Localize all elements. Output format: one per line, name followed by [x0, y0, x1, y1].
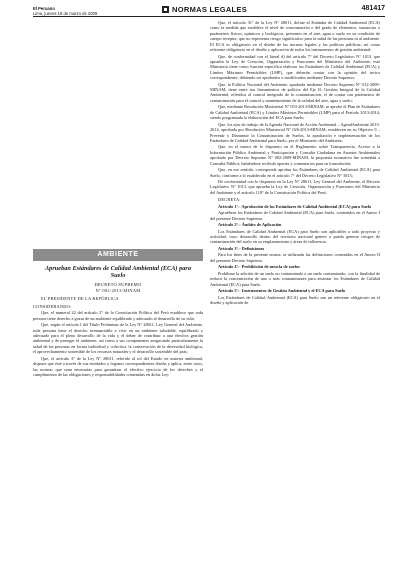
page-number: 481417: [361, 5, 385, 12]
paragraph: Que, el artículo 31° de la Ley N° 28611, define al Estándar de Calidad Ambiental (ECA) como la medida que establece el nivel de concentración o del grado de elementos, sustancias o parámetros físicos, químicos y biológicos, presentes en el aire, agua o suelo en su condición de cuerpo receptor, que no representa riesgo significativo para la salud de las personas ni al ambiente. El ECA es obligatorio en el diseño de las normas legales y las políticas públicas; así como referente obligatorio en el diseño y aplicación de todos los instrumentos de gestión ambiental;: [210, 20, 380, 53]
section-banner: AMBIENTE: [33, 249, 203, 261]
president-heading: EL PRESIDENTE DE LA REPÚBLICA: [41, 296, 119, 302]
decree-number: N° 002-2013-MINAM: [95, 288, 141, 293]
paragraph: Que, en ese sentido, corresponde aprobar los Estándares de Calidad Ambiental (ECA) para Suelo, conforme a lo establecido en el artículo 7° del Decreto Legislativo N° 1013;: [210, 167, 380, 178]
paragraph: Que, mediante Resolución Ministerial N° 053-2013-MINAM, se aprobó el Plan de Estándares de Calidad Ambiental (ECA) y Límites Máximos Permisibles (LMP) para el Período 2013-2014, siendo programada la elaboración del ECA para Suelo;: [210, 104, 380, 121]
decree-type: DECRETO SUPREMO: [94, 282, 142, 288]
header-publisher-block: [33, 6, 97, 16]
section-name: NORMAS LEGALES: [172, 5, 248, 14]
paragraph: Que, en el marco de lo dispuesto en el Reglamento sobre Transparencia, Acceso a la Información Pública Ambiental y Participación y Consulta Ciudadana en Asuntos Ambientales aprobado por Decreto Supremo N° 002-2009-MINAM, la propuesta normativa fue sometida a Consulta Pública, habiéndose recibido aportes y comentarios para su formulación;: [210, 144, 380, 166]
paragraph: Que, de conformidad con el literal d) del artículo 7° del Decreto Legislativo N° 1013, que aprueba la Ley de Creación, Organización y Funciones del Ministerio del Ambiente, este Ministerio tiene como función específica elaborar los Estándares de Calidad Ambiental (ECA) y Límites Máximos Permisibles (LMP), que deberán contar con la opinión del sector correspondiente, debiendo ser aprobados o modificados mediante Decreto Supremo;: [210, 53, 380, 81]
article-heading: Artículo 3°.- Definiciones: [218, 245, 265, 251]
article-heading: Artículo 4°.- Prohibición de mezcla de suelos: [218, 264, 300, 270]
article-text: Para los fines de la presente norma, se utilizarán las definiciones contenidas en el Anexo II del presente Decreto Supremo.: [210, 252, 380, 263]
paragraph: Que, el numeral 22 del artículo 2° de la Constitución Política del Perú establece que toda persona tiene derecho a gozar de un ambiente equilibrado y adecuado al desarrollo de su vida;: [33, 310, 203, 321]
article-heading: Artículo 2°.- Ámbito de Aplicación: [218, 222, 282, 228]
normas-legales-logo-icon: [162, 6, 169, 13]
article-text: Los Estándares de Calidad Ambiental (ECA) para Suelo son un referente obligatorio en el diseño y aplicación de: [210, 294, 380, 306]
paragraph: Que, el artículo 3° de la Ley N° 28611, referido al rol del Estado en materia ambiental, dispone que éste a través de sus entidades y órganos correspondientes diseña y aplica, entre otros, las normas que sean necesarias para garantizar el efectivo ejercicio de los derechos y el cumplimiento de las obligaciones y responsabilidades contenidas en dicha Ley;: [33, 355, 203, 377]
paragraph: Que, los ejes de trabajo de la Agenda Nacional de Acción Ambiental – AgendAmbiente 2013-2014, aprobada por Resolución Ministerial N° 026-2013-MINAM, establecen en su Objetivo 9 – Prevenir y Disminuir la Contaminación de Suelos, la aprobación e implementación de los Estándares de Calidad Ambiental para Suelo, por el Ministerio del Ambiente;: [210, 121, 380, 143]
left-column: [33, 20, 203, 378]
paragraph: De conformidad con lo dispuesto en la Ley N° 28611, Ley General del Ambiente, el Decreto Legislativo N° 1013, que aprueba la Ley de Creación, Organización y Funciones del Ministerio del Ambiente y el artículo 118° de la Constitución Política del Perú;: [210, 179, 380, 195]
section-title: [162, 5, 352, 14]
left-column-top-spacer: [33, 20, 203, 248]
right-column: [210, 20, 380, 307]
decreta-heading: DECRETA:: [218, 197, 241, 203]
paragraph: Que, la Política Nacional del Ambiente, aprobada mediante Decreto Supremo N° 012-2009-MINAM, tiene entre sus lineamientos de política del Eje II: Gestión Integral de la Calidad Ambiental, referidos al control integrado de la contaminación, el de contar con parámetros de contaminación para el control y mantenimiento de la calidad del aire, agua y suelo;: [210, 81, 380, 103]
article-text: Prohíbase la adición de un suelo no contaminado a un suelo contaminado, con la finalidad de reducir la concentración de uno o más contaminantes para alcanzar los Estándares de Calidad Ambiental (ECA) para Suelo.: [210, 270, 380, 287]
document-title: Aprueban Estándares de Calidad Ambiental (ECA) para Suelo: [44, 265, 191, 280]
page-header: [0, 0, 413, 22]
article-heading: Artículo 1°.- Aprobación de los Estándares de Calidad Ambiental (ECA) para Suelo: [218, 203, 372, 209]
article-heading: Artículo 5°.- Instrumentos de Gestión Ambiental y el ECA para Suelo: [218, 288, 346, 294]
considering-heading: CONSIDERANDO:: [33, 303, 72, 309]
article-text: Los Estándares de Calidad Ambiental (ECA) para Suelo son aplicables a todo proyecto y actividad, cuyo desarrollo dentro del territorio nacional genere o pueda generar riesgos de contaminación del suelo en su emplazamiento y áreas de influencia.: [210, 228, 380, 245]
article-text: Apruébese los Estándares de Calidad Ambiental (ECA) para Suelo, contenidos en el Anexo I del presente Decreto Supremo.: [210, 210, 380, 221]
publisher-name: El Peruano: [33, 6, 55, 11]
paragraph: Que, según el artículo I del Título Preliminar de la Ley N° 28611, Ley General del Ambiente, toda persona tiene el derecho irrenunciable a vivir en un ambiente saludable, equilibrado y adecuado para el pleno desarrollo de la vida y el deber de contribuir a una efectiva gestión ambiental y de proteger el ambiente, así como a sus componentes asegurando particularmente la salud de las personas en forma individual y colectiva, la conservación de la diversidad biológica, el aprovechamiento sostenible de los recursos naturales y el desarrollo sostenible del país;: [33, 322, 203, 355]
publication-date: Lima, jueves 19 de marzo de 2009: [33, 11, 98, 16]
header-rule: [33, 16, 385, 17]
